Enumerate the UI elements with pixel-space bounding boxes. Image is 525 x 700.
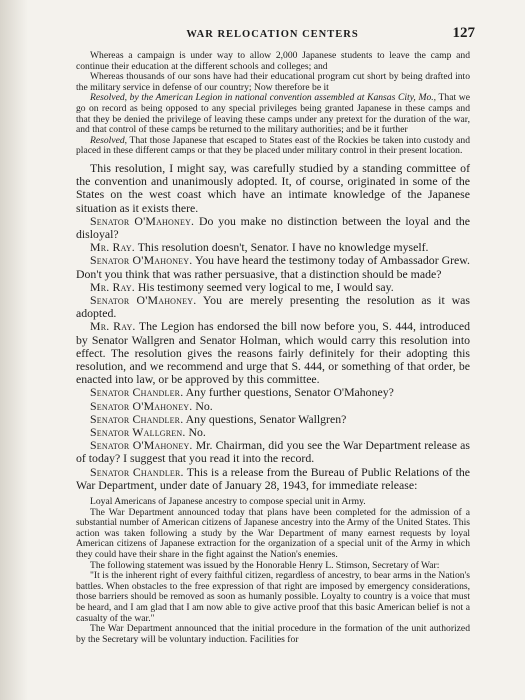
speaker-name: Senator Chandler. <box>90 464 184 479</box>
testimony-paragraph <box>76 294 470 320</box>
page-body <box>76 51 470 645</box>
speech-text: Do you make no distinction between the loyal and the disloyal? <box>76 213 470 241</box>
release-paragraph: The War Department announced that the initial procedure in the formation of the unit authorized by the Secretary will be voluntary induction. Facilities for <box>76 623 470 645</box>
speaker-name: Senator Wallgren. <box>90 425 186 439</box>
release-paragraph: The following statement was issued by the Honorable Henry L. Stimson, Secretary of War: <box>90 559 440 571</box>
testimony-paragraph <box>76 439 470 465</box>
speech-text: This resolution doesn't, Senator. I have no knowledge myself. <box>134 240 429 255</box>
speaker-name: Senator O'Mahoney. <box>90 292 197 307</box>
speaker-name: Senator Chandler. <box>90 411 184 426</box>
speaker-name: Senator O'Mahoney. <box>90 438 193 453</box>
resolution-whereas-1: Whereas a campaign is under way to allow 2,000 Japanese students to leave the camp and continue their education at the different schools and colleges; and <box>76 50 470 72</box>
speech-text: No. <box>192 398 213 413</box>
testimony-paragraph <box>76 466 470 492</box>
testimony-paragraph <box>76 320 470 386</box>
release-paragraph: The War Department announced today that plans have been completed for the admission of a substantial number of American citizens of Japanese ancestry into the Army of the United States. This action was taken following a study by the War Department of many earnest requests by loyal American citizens of Japanese extraction for the organization of a special unit of the Army in which they could have their share in the fight against the Nation's enemies. <box>76 506 470 560</box>
speaker-name: Mr. Ray. <box>90 319 136 334</box>
resolved-intro: Resolved, <box>90 134 128 146</box>
speech-text: No. <box>185 425 206 439</box>
speech-text: Any further questions, Senator O'Mahoney? <box>183 385 394 400</box>
testimony-paragraph: This resolution, I might say, was carefully studied by a standing committee of the convention and unanimously adopted. It, of course, originated in some of the States on the west coast which have an intimate knowledge of the Japanese situation as it exists there. <box>76 160 470 215</box>
speaker-name: Mr. Ray. <box>90 279 135 294</box>
resolution-resolved-1 <box>76 93 470 135</box>
page-number: 127 <box>452 25 475 41</box>
resolution-whereas-2: Whereas thousands of our sons have had their educational program cut short by being drafted into the military service in defense of our country; Now therefore be it <box>76 71 470 93</box>
resolved-intro: Resolved, by the American Legion in national convention assembled at Kansas City, Mo., <box>90 92 437 104</box>
testimony-paragraph <box>76 254 470 280</box>
speech-text: His testimony seemed very logical to me, I would say. <box>134 279 394 294</box>
speech-text: Mr. Chairman, did you see the War Department release as of today? I suggest that you read it into the record. <box>76 438 470 466</box>
speech-text: This is a release from the Bureau of Public Relations of the War Department, under date of January 28, 1943, for immediate release: <box>76 464 470 492</box>
speaker-name: Senator O'Mahoney. <box>90 253 193 268</box>
running-head: WAR RELOCATION CENTERS <box>186 29 359 40</box>
page-edge-shadow <box>0 0 28 700</box>
resolution-resolved-2 <box>76 136 470 157</box>
release-headline: Loyal Americans of Japanese ancestry to compose special unit in Army. <box>90 496 366 508</box>
speech-text: You are merely presenting the resolution as it was adopted. <box>76 292 470 321</box>
speech-text: You have heard the testimony today of Ambassador Grew. Don't you think that was rather persuasive, that a distinction should be made? <box>76 253 470 281</box>
speaker-name: Mr. Ray. <box>90 240 135 255</box>
speech-text: Any questions, Senator Wallgren? <box>183 411 347 426</box>
testimony-paragraph <box>76 215 470 241</box>
speaker-name: Senator O'Mahoney. <box>90 213 195 228</box>
resolved-text: That those Japanese that escaped to States east of the Rockies be taken into custody and placed in these different camps or that they be placed under military control in their present location. <box>76 134 470 157</box>
resolved-text: That we go on record as being opposed to any special privileges being granted Japanese in these camps and that they be denied the privilege of leaving these camps under any pretext for the duration of the war, and that control of these camps be returned to the military authorities; and be it further <box>76 92 470 136</box>
page-header <box>70 27 475 43</box>
speaker-name: Senator O'Mahoney. <box>90 398 193 413</box>
release-quote: "It is the inherent right of every faithful citizen, regardless of ancestry, to bear arms in the Nation's battles. When obstacles to the free expression of that right are imposed by emergency considerations, those barriers should be removed as soon as humanly possible. Loyalty to country is a voice that must be heard, and I am glad that I am now able to give active proof that this basic American belief is not a casualty of the war." <box>76 570 470 624</box>
speech-text: The Legion has endorsed the bill now before you, S. 444, introduced by Senator Wallgren and Senator Holman, which would carry this resolution into effect. The resolution gives the reasons fairly definitely for their adopting this resolution, and we recommend and urge that S. 444, or something of that order, be enacted into law, or be approved by this committee. <box>76 319 470 387</box>
speaker-name: Senator Chandler. <box>90 385 184 400</box>
